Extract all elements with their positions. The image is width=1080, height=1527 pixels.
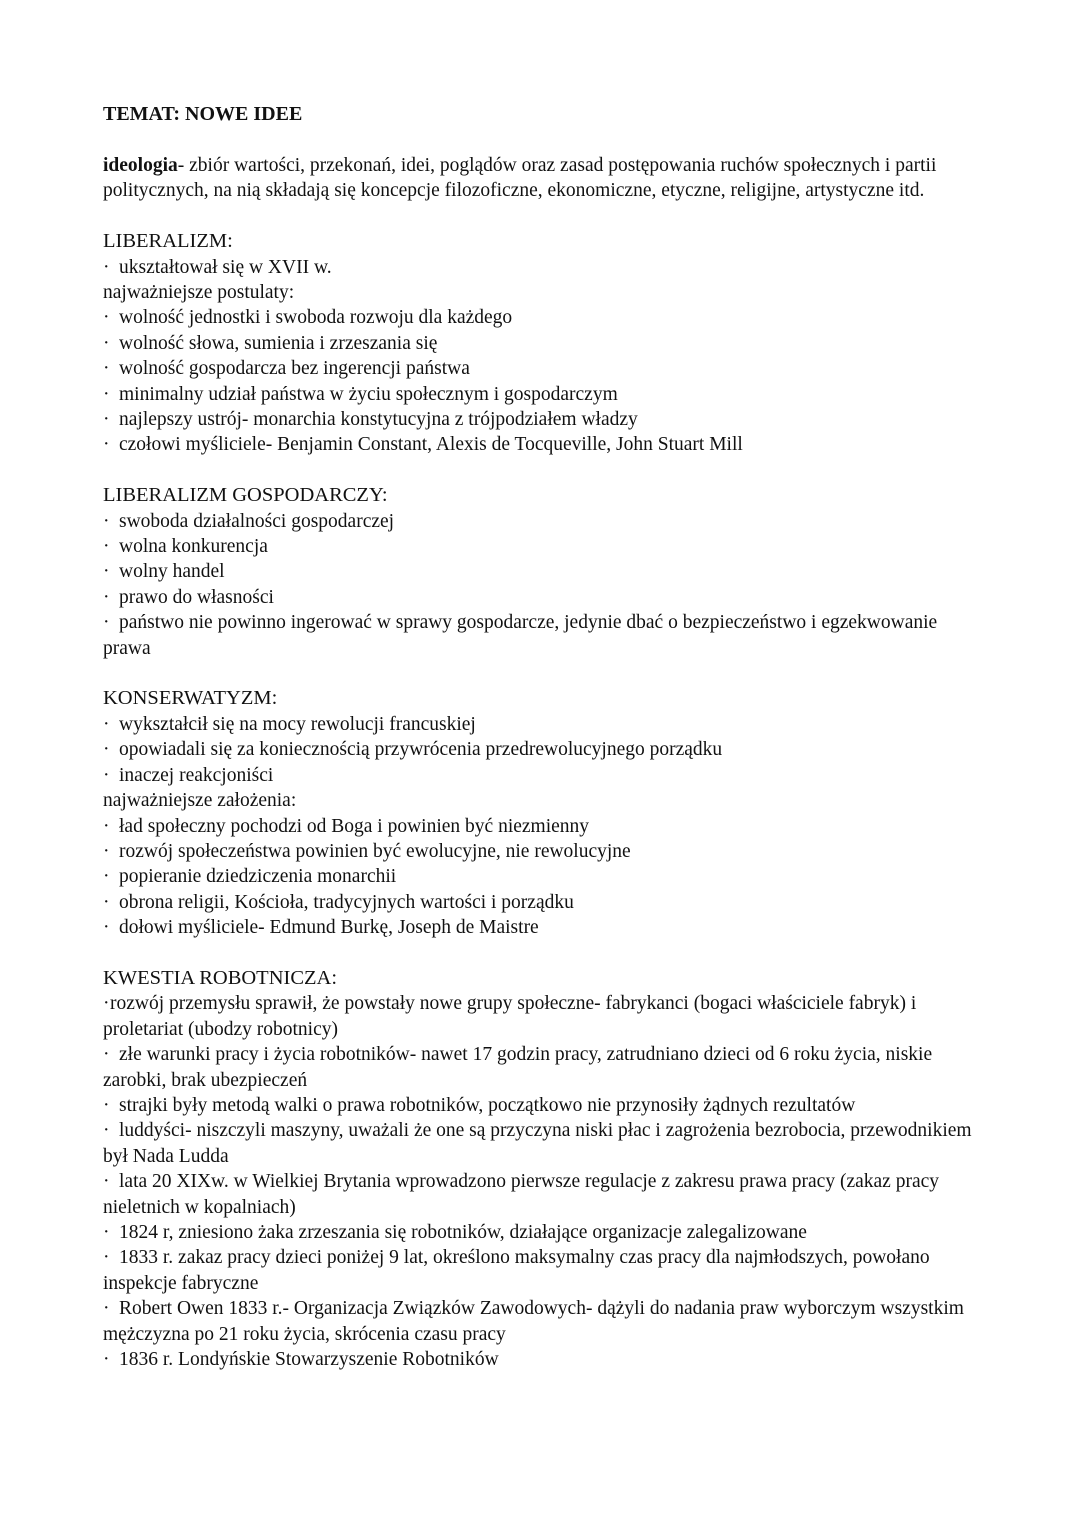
section-heading: KWESTIA ROBOTNICZA:: [103, 966, 338, 989]
list-item: · wolny handel: [103, 559, 983, 584]
list-item: · wolność gospodarcza bez ingerencji państwa: [103, 356, 983, 381]
section-heading: LIBERALIZM GOSPODARCZY:: [103, 484, 388, 507]
section-liberalizm-gospodarczy: [103, 483, 983, 661]
section-heading: KONSERWATYZM:: [103, 687, 278, 710]
list-item: · dołowi myśliciele- Edmund Burkę, Joseph de Maistre: [103, 915, 983, 940]
section-kwestia-robotnicza: [103, 966, 983, 1373]
list-item: · rozwój społeczeństwa powinien być ewolucyjne, nie rewolucyjne: [103, 839, 983, 864]
list-item: · strajki były metodą walki o prawa robotników, początkowo nie przynosiły żądnych rezultatów: [103, 1093, 983, 1118]
list-item: · prawo do własności: [103, 585, 983, 610]
list-item: · wolność słowa, sumienia i zrzeszania się: [103, 331, 983, 356]
list-item: · ukształtował się w XVII w.: [103, 255, 983, 280]
list-item: · 1824 r, zniesiono żaka zrzeszania się robotników, działające organizacje zalegalizowane: [103, 1220, 983, 1245]
definition-paragraph: [103, 153, 983, 204]
list-item: · luddyści- niszczyli maszyny, uważali że one są przyczyna niski płac i zagrożenia bezrobocia, przewodnikiem był Nada Ludda: [103, 1118, 983, 1169]
definition-text: - zbiór wartości, przekonań, idei, poglądów oraz zasad postępowania ruchów społecznych i partii politycznych, na nią składają się koncepcje filozoficzne, ekonomiczne, etyczne, religijne, artystyczne itd.: [103, 155, 937, 202]
list-item: · czołowi myśliciele- Benjamin Constant, Alexis de Tocqueville, John Stuart Mill: [103, 432, 983, 457]
list-item: · rozwój przemysłu sprawił, że powstały nowe grupy społeczne- fabrykanci (bogaci właściciele fabryk) i proletariat (ubodzy robotnicy): [103, 991, 983, 1042]
section-heading: LIBERALIZM:: [103, 230, 233, 253]
subheading-text: najważniejsze postulaty:: [103, 282, 295, 304]
list-item: · Robert Owen 1833 r.- Organizacja Związków Zawodowych- dążyli do nadania praw wyborczym wszystkim mężczyzna po 21 roku życia, skrócenia czasu pracy: [103, 1296, 983, 1347]
list-item: · 1833 r. zakaz pracy dzieci poniżej 9 lat, określono maksymalny czas pracy dla najmłodszych, powołano inspekcje fabryczne: [103, 1245, 983, 1296]
definition-term: ideologia: [103, 155, 178, 176]
list-item: · minimalny udział państwa w życiu społecznym i gospodarczym: [103, 382, 983, 407]
list-item: · inaczej reakcjoniści: [103, 763, 983, 788]
list-item: · wolność jednostki i swoboda rozwoju dla każdego: [103, 305, 983, 330]
page-title: TEMAT: NOWE IDEE: [103, 103, 303, 125]
list-item: · lata 20 XIXw. w Wielkiej Brytania wprowadzono pierwsze regulacje z zakresu prawa pracy (zakaz pracy nieletnich w kopalniach): [103, 1169, 983, 1220]
list-item: · złe warunki pracy i życia robotników- nawet 17 godzin pracy, zatrudniano dzieci od 6 roku życia, niskie zarobki, brak ubezpieczeń: [103, 1042, 983, 1093]
list-item: · wykształcił się na mocy rewolucji francuskiej: [103, 712, 983, 737]
list-item: · swoboda działalności gospodarczej: [103, 509, 983, 534]
document-page: [103, 100, 983, 1398]
section-liberalizm: [103, 229, 983, 458]
list-item: · opowiadali się za koniecznością przywrócenia przedrewolucyjnego porządku: [103, 737, 983, 762]
list-item: · popieranie dziedziczenia monarchii: [103, 864, 983, 889]
subheading-text: najważniejsze założenia:: [103, 790, 297, 812]
list-item: · państwo nie powinno ingerować w sprawy gospodarcze, jedynie dbać o bezpieczeństwo i egzekwowanie prawa: [103, 610, 983, 661]
list-item: · najlepszy ustrój- monarchia konstytucyjna z trójpodziałem władzy: [103, 407, 983, 432]
list-item: · ład społeczny pochodzi od Boga i powinien być niezmienny: [103, 814, 983, 839]
section-konserwatyzm: [103, 686, 983, 940]
list-item: · wolna konkurencja: [103, 534, 983, 559]
list-item: · 1836 r. Londyńskie Stowarzyszenie Robotników: [103, 1347, 983, 1372]
list-item: · obrona religii, Kościoła, tradycyjnych wartości i porządku: [103, 890, 983, 915]
